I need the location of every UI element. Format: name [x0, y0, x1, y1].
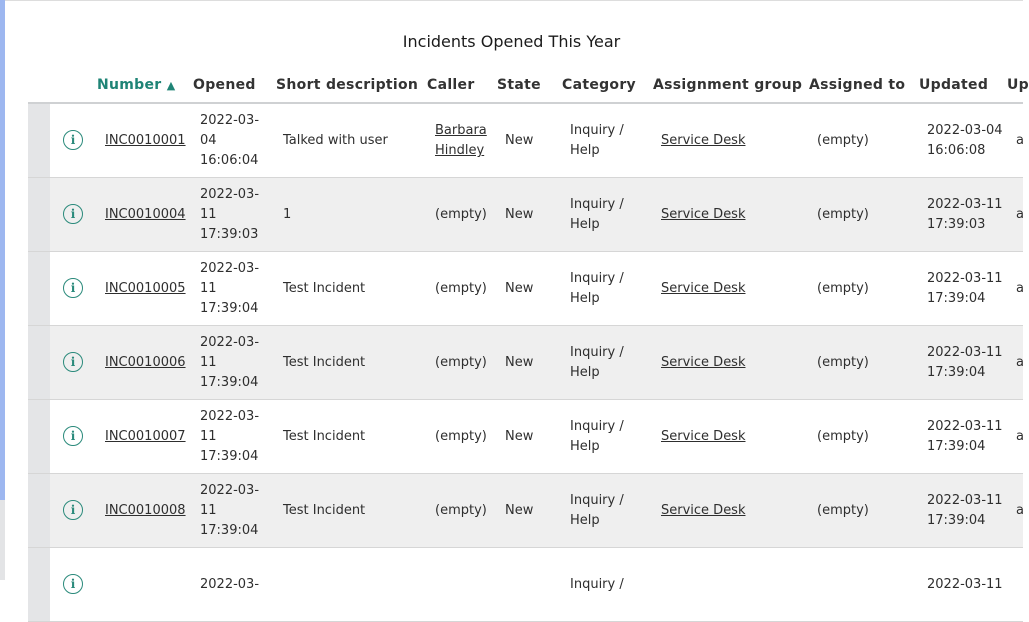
- short-description-cell-text: Test Incident: [283, 355, 366, 370]
- updated-cell: [927, 575, 1003, 595]
- category-cell-text: Inquiry /: [570, 419, 624, 434]
- info-icon[interactable]: i: [63, 574, 83, 594]
- opened-cell: [200, 111, 259, 171]
- updated-by-cell: [1016, 131, 1024, 151]
- updated-cell: [927, 121, 1003, 161]
- opened-cell-text: 11: [200, 355, 217, 370]
- top-divider: [5, 0, 1023, 1]
- opened-cell-text: 11: [200, 281, 217, 296]
- row-gutter: [28, 104, 50, 177]
- table-row: [28, 548, 1023, 622]
- short-description-cell-text: Test Incident: [283, 281, 366, 296]
- opened-cell-text: 2022-03-: [200, 187, 260, 202]
- updated-by-cell: [1016, 427, 1024, 447]
- incident-number-link[interactable]: [105, 279, 186, 299]
- opened-cell: [200, 481, 259, 541]
- assigned-to-cell: [817, 279, 869, 299]
- category-cell: [570, 575, 624, 595]
- assigned-to-cell: [817, 205, 869, 225]
- table-row: [28, 326, 1023, 400]
- short-description-cell-text: Test Incident: [283, 429, 366, 444]
- updated-by-cell: [1016, 279, 1024, 299]
- table-row: [28, 178, 1023, 252]
- assigned-to-cell: [817, 131, 869, 151]
- opened-cell-text: 17:39:03: [200, 227, 259, 242]
- updated-cell-text: 17:39:04: [927, 513, 986, 528]
- assignment-group-link[interactable]: [661, 501, 746, 521]
- category-cell-text: Inquiry /: [570, 345, 624, 360]
- updated-cell-text: 2022-03-11: [927, 345, 1003, 360]
- updated-cell-text: 17:39:03: [927, 217, 986, 232]
- short-description-cell: [283, 131, 388, 151]
- info-icon[interactable]: i: [63, 426, 83, 446]
- opened-cell-text: 2022-03-: [200, 335, 260, 350]
- column-header-category[interactable]: Category: [562, 77, 636, 93]
- opened-cell-text: 11: [200, 207, 217, 222]
- opened-cell-text: 2022-03-: [200, 483, 260, 498]
- short-description-cell: [283, 279, 365, 299]
- category-cell-text: Help: [570, 143, 600, 158]
- category-cell: [570, 121, 624, 161]
- assigned-to-cell: [817, 501, 869, 521]
- category-cell: [570, 417, 624, 457]
- incident-number-link[interactable]: [105, 501, 186, 521]
- assignment-group-link[interactable]: [661, 131, 746, 151]
- info-icon[interactable]: i: [63, 278, 83, 298]
- report-title: Incidents Opened This Year: [402, 32, 621, 51]
- state-cell: [505, 353, 533, 373]
- state-cell-text: New: [505, 503, 534, 518]
- column-header-opened[interactable]: Opened: [193, 77, 256, 93]
- table-row: [28, 400, 1023, 474]
- assignment-group-link-text[interactable]: Service Desk: [661, 355, 746, 370]
- assigned-to-cell: [817, 353, 869, 373]
- incident-number-link-text[interactable]: INC0010001: [105, 133, 186, 148]
- updated-cell: [927, 343, 1003, 383]
- incident-number-link-text[interactable]: INC0010007: [105, 429, 186, 444]
- state-cell-text: New: [505, 429, 534, 444]
- incident-number-link-text[interactable]: INC0010004: [105, 207, 186, 222]
- updated-cell: [927, 195, 1003, 235]
- opened-cell-text: 16:06:04: [200, 153, 259, 168]
- assignment-group-link[interactable]: [661, 353, 746, 373]
- updated-by-cell-text: a: [1016, 207, 1024, 222]
- caller-cell-text: (empty): [435, 207, 487, 222]
- opened-cell: [200, 185, 259, 245]
- opened-cell: [200, 575, 259, 595]
- category-cell-text: Inquiry /: [570, 271, 624, 286]
- table-row: [28, 104, 1023, 178]
- updated-by-cell: [1016, 501, 1024, 521]
- assignment-group-link[interactable]: [661, 205, 746, 225]
- short-description-cell: [283, 205, 291, 225]
- updated-by-cell-text: a: [1016, 133, 1024, 148]
- assignment-group-link-text[interactable]: Service Desk: [661, 429, 746, 444]
- incident-number-link-text[interactable]: INC0010006: [105, 355, 186, 370]
- state-cell-text: New: [505, 207, 534, 222]
- caller-cell-text: (empty): [435, 355, 487, 370]
- caller-cell: [435, 427, 487, 447]
- category-cell-text: Inquiry /: [570, 197, 624, 212]
- incident-number-link-text[interactable]: INC0010005: [105, 281, 186, 296]
- category-cell: [570, 491, 624, 531]
- assignment-group-link-text[interactable]: Service Desk: [661, 133, 746, 148]
- updated-cell: [927, 417, 1003, 457]
- column-header-short-description[interactable]: Short description: [276, 77, 419, 93]
- opened-cell-text: 2022-03-: [200, 577, 260, 592]
- opened-cell-text: 17:39:04: [200, 301, 259, 316]
- left-edge-bar-bottom: [0, 500, 5, 580]
- updated-cell-text: 17:39:04: [927, 291, 986, 306]
- updated-cell: [927, 491, 1003, 531]
- column-header-number[interactable]: [97, 77, 175, 93]
- category-cell-text: Help: [570, 217, 600, 232]
- caller-cell: [435, 501, 487, 521]
- column-header-updated-by[interactable]: Up: [1007, 77, 1029, 93]
- category-cell-text: Help: [570, 365, 600, 380]
- incident-number-link-text[interactable]: INC0010008: [105, 503, 186, 518]
- state-cell-text: New: [505, 281, 534, 296]
- caller-cell: [435, 279, 487, 299]
- assigned-to-cell-text: (empty): [817, 355, 869, 370]
- short-description-cell-text: Test Incident: [283, 503, 366, 518]
- opened-cell-text: 17:39:04: [200, 375, 259, 390]
- row-gutter: [28, 474, 50, 547]
- assignment-group-link-text[interactable]: Service Desk: [661, 503, 746, 518]
- updated-cell-text: 16:06:08: [927, 143, 986, 158]
- opened-cell-text: 17:39:04: [200, 523, 259, 538]
- incident-number-link[interactable]: [105, 131, 186, 151]
- opened-cell: [200, 333, 259, 393]
- opened-cell-text: 11: [200, 503, 217, 518]
- updated-cell-text: 2022-03-04: [927, 123, 1003, 138]
- short-description-cell-text: Talked with user: [283, 133, 388, 148]
- category-cell-text: Help: [570, 439, 600, 454]
- category-cell: [570, 269, 624, 309]
- category-cell-text: Inquiry /: [570, 493, 624, 508]
- short-description-cell-text: 1: [283, 207, 292, 222]
- assigned-to-cell-text: (empty): [817, 207, 869, 222]
- caller-cell-text: (empty): [435, 281, 487, 296]
- updated-by-cell-text: a: [1016, 503, 1024, 518]
- row-gutter: [28, 326, 50, 399]
- row-gutter: [28, 252, 50, 325]
- incident-number-link[interactable]: [105, 205, 186, 225]
- updated-by-cell-text: a: [1016, 355, 1024, 370]
- column-label: Number: [97, 77, 162, 93]
- assignment-group-link[interactable]: [661, 279, 746, 299]
- caller-cell: [435, 353, 487, 373]
- state-cell-text: New: [505, 133, 534, 148]
- opened-cell: [200, 259, 259, 319]
- updated-cell-text: 2022-03-11: [927, 577, 1003, 592]
- updated-cell-text: 2022-03-11: [927, 197, 1003, 212]
- assigned-to-cell-text: (empty): [817, 429, 869, 444]
- row-gutter: [28, 400, 50, 473]
- column-header-updated[interactable]: Updated: [919, 77, 989, 93]
- category-cell-text: Help: [570, 291, 600, 306]
- caller-cell-text: (empty): [435, 429, 487, 444]
- column-header-assigned-to[interactable]: Assigned to: [809, 77, 906, 93]
- assigned-to-cell-text: (empty): [817, 133, 869, 148]
- updated-cell-text: 17:39:04: [927, 439, 986, 454]
- sort-ascending-icon: ▲: [166, 79, 176, 92]
- short-description-cell: [283, 353, 365, 373]
- category-cell: [570, 195, 624, 235]
- updated-by-cell-text: a: [1016, 429, 1024, 444]
- updated-by-cell: [1016, 205, 1024, 225]
- row-gutter: [28, 548, 50, 621]
- info-icon[interactable]: i: [63, 130, 83, 150]
- updated-cell-text: 17:39:04: [927, 365, 986, 380]
- state-cell: [505, 131, 533, 151]
- assignment-group-link-text[interactable]: Service Desk: [661, 281, 746, 296]
- caller-cell: [435, 205, 487, 225]
- opened-cell-text: 2022-03-: [200, 261, 260, 276]
- table-row: [28, 474, 1023, 548]
- assignment-group-link[interactable]: [661, 427, 746, 447]
- short-description-cell: [283, 501, 365, 521]
- short-description-cell: [283, 427, 365, 447]
- opened-cell: [200, 407, 259, 467]
- state-cell: [505, 279, 533, 299]
- category-cell: [570, 343, 624, 383]
- assignment-group-link-text[interactable]: Service Desk: [661, 207, 746, 222]
- updated-by-cell: [1016, 353, 1024, 373]
- state-cell: [505, 501, 533, 521]
- state-cell: [505, 205, 533, 225]
- assigned-to-cell: [817, 427, 869, 447]
- opened-cell-text: 2022-03-: [200, 113, 260, 128]
- updated-cell-text: 2022-03-11: [927, 493, 1003, 508]
- info-icon[interactable]: i: [63, 204, 83, 224]
- left-edge-bar: [0, 0, 5, 500]
- opened-cell-text: 04: [200, 133, 217, 148]
- caller-link[interactable]: [435, 121, 487, 161]
- category-cell-text: Inquiry /: [570, 123, 624, 138]
- updated-cell: [927, 269, 1003, 309]
- row-gutter: [28, 178, 50, 251]
- column-header-caller[interactable]: Caller: [427, 77, 475, 93]
- state-cell: [505, 427, 533, 447]
- caller-cell-text: (empty): [435, 503, 487, 518]
- incident-number-link[interactable]: [105, 353, 186, 373]
- category-cell-text: Help: [570, 513, 600, 528]
- updated-by-cell-text: a: [1016, 281, 1024, 296]
- column-header-assignment-group[interactable]: Assignment group: [653, 77, 803, 93]
- column-header-state[interactable]: State: [497, 77, 541, 93]
- caller-link-text[interactable]: Hindley: [435, 143, 485, 158]
- info-icon[interactable]: i: [63, 500, 83, 520]
- state-cell-text: New: [505, 355, 534, 370]
- opened-cell-text: 2022-03-: [200, 409, 260, 424]
- caller-link-text[interactable]: Barbara: [435, 123, 487, 138]
- assigned-to-cell-text: (empty): [817, 281, 869, 296]
- category-cell-text: Inquiry /: [570, 577, 624, 592]
- info-icon[interactable]: i: [63, 352, 83, 372]
- opened-cell-text: 11: [200, 429, 217, 444]
- incident-number-link[interactable]: [105, 427, 186, 447]
- opened-cell-text: 17:39:04: [200, 449, 259, 464]
- table-row: [28, 252, 1023, 326]
- updated-cell-text: 2022-03-11: [927, 419, 1003, 434]
- assigned-to-cell-text: (empty): [817, 503, 869, 518]
- updated-cell-text: 2022-03-11: [927, 271, 1003, 286]
